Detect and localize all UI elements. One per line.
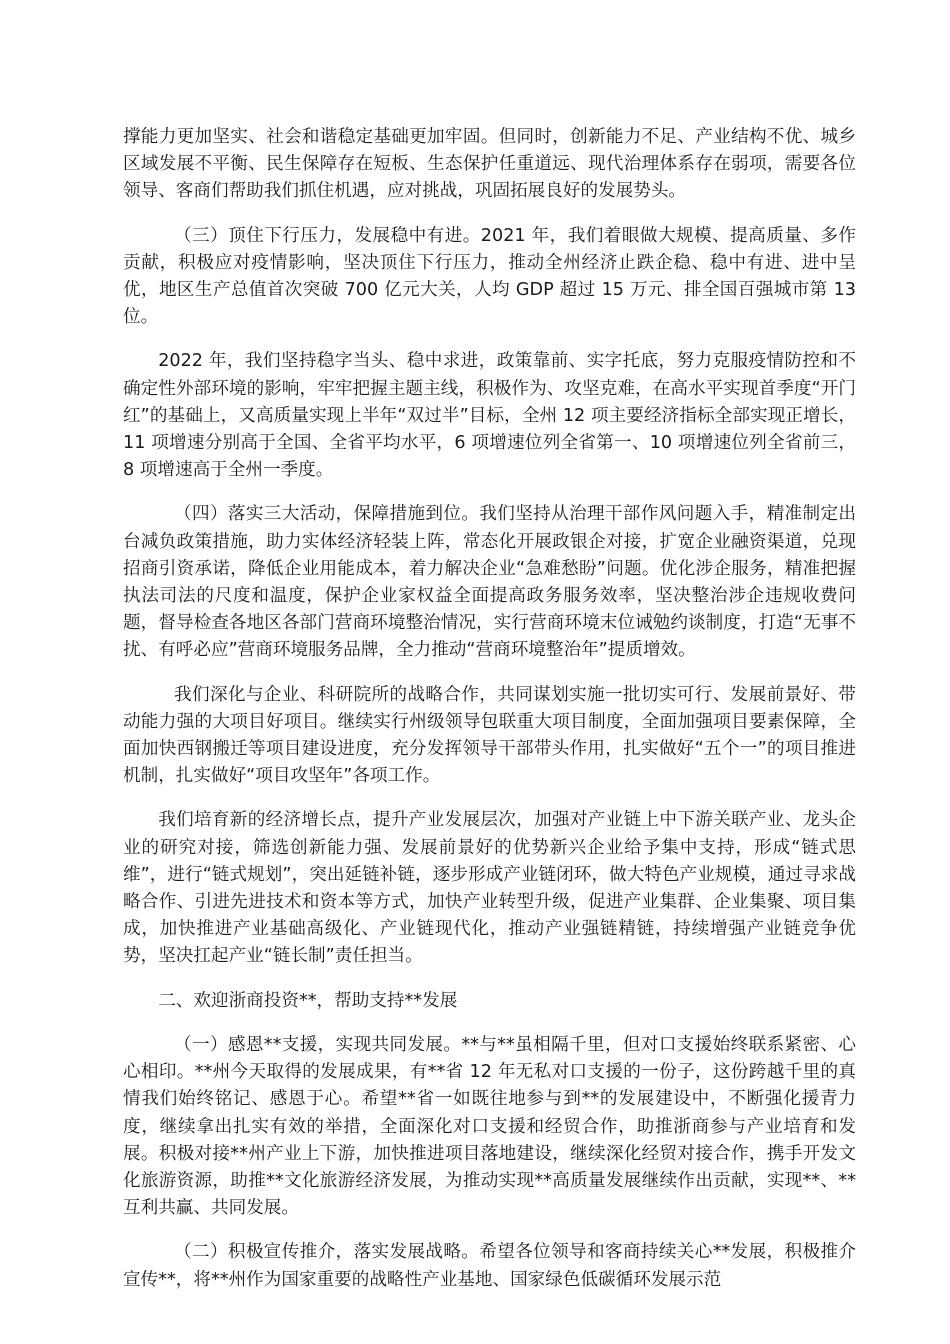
paragraph-2022-progress: 2022 年，我们坚持稳字当头、稳中求进，政策靠前、实字托底，努力克服疫情防控和不确定性外部环境的影响，牢牢把握主题主线，积极作为、攻坚克难，在高水平实现首季度“开门红”的基础上，又高质量实现上半年“双过半”目标，全州 12 项主要经济指标全部实现正增长，11 项增速分别高于全国、全省平均水平，6 项增速位列全省第一、10 项增速位列全省前三，8 项增速高于全州一季度。 [123,351,856,481]
paragraph-continuation: 撑能力更加坚实、社会和谐稳定基础更加牢固。但同时，创新能力不足、产业结构不优、城乡区域发展不平衡、民生保障存在短板、生态保护任重道远、现代治理体系存在弱项，需要各位领导、客商们帮助我们抓住机遇，应对挑战，巩固拓展良好的发展势头。 [123,127,856,202]
paragraph-subsection-two: （二）积极宣传推介，落实发展战略。希望各位领导和客商持续关心**发展，积极推介宣传**，将**州作为国家重要的战略性产业基地、国家绿色低碳循环发展示范 [123,1242,856,1290]
document-body [123,124,856,1311]
paragraph-section-three: （三）顶住下行压力，发展稳中有进。2021 年，我们着眼做大规模、提高质量、多作贡献，积极应对疫情影响，坚决顶住下行压力，推动全州经济止跌企稳、稳中有进、进中呈优，地区生产总值首次突破 700 亿元大关，人均 GDP 超过 15 万元、排全国百强城市第 13 位。 [123,225,856,328]
paragraph-growth-points: 我们培育新的经济增长点，提升产业发展层次，加强对产业链上中下游关联产业、龙头企业的研究对接，筛选创新能力强、发展前景好的优势新兴企业给予集中支持，形成“链式思维”，进行“链式规划”，突出延链补链，逐步形成产业链闭环，做大特色产业规模，通过寻求战略合作、引进先进技术和资本等方式，加快产业转型升级，促进产业集群、企业集聚、项目集成，加快推进产业基础高级化、产业链现代化，推动产业强链精链，持续增强产业链竞争优势，坚决扛起产业“链长制”责任担当。 [123,810,856,967]
paragraph-section-four: （四）落实三大活动，保障措施到位。我们坚持从治理干部作风问题入手，精准制定出台减负政策措施，助力实体经济轻装上阵，常态化开展政银企对接，扩宽企业融资渠道，兑现招商引资承诺，降低企业用能成本，着力解决企业“急难愁盼”问题。优化涉企服务，精准把握执法司法的尺度和温度，保护企业家权益全面提高政务服务效率，坚决整治涉企违规收费问题，督导检查各地区各部门营商环境整治情况，实行营商环境末位诫勉约谈制度，打造“无事不扰、有呼必应”营商环境服务品牌，全力推动“营商环境整治年”提质增效。 [123,504,856,661]
section-heading-welcome-investment: 二、欢迎浙商投资**，帮助支持**发展 [158,990,458,1011]
paragraph-subsection-one: （一）感恩**支援，实现共同发展。**与**虽相隔千里，但对口支援始终联系紧密、心心相印。**州今天取得的发展成果，有**省 12 年无私对口支援的一份子，这份跨越千里的真情我们始终铭记、感恩于心。希望**省一如既往地参与到**的发展建设中，不断强化援青力度，继续拿出扎实有效的举措，全面深化对口支援和经贸合作，助推浙商参与产业培育和发展。积极对接**州产业上下游，加快推进项目落地建设，继续深化经贸对接合作，携手开发文化旅游资源，助推**文化旅游经济发展，为推动实现**高质量发展继续作出贡献，实现**、**互利共赢、共同发展。 [123,1034,856,1219]
paragraph-strategic-cooperation: 我们深化与企业、科研院所的战略合作，共同谋划实施一批切实可行、发展前景好、带动能力强的大项目好项目。继续实行州级领导包联重大项目制度，全面加强项目要素保障，全面加快西钢搬迁等项目建设进度，充分发挥领导干部带头作用，扎实做好“五个一”的项目推进机制，扎实做好“项目攻坚年”各项工作。 [123,684,856,787]
